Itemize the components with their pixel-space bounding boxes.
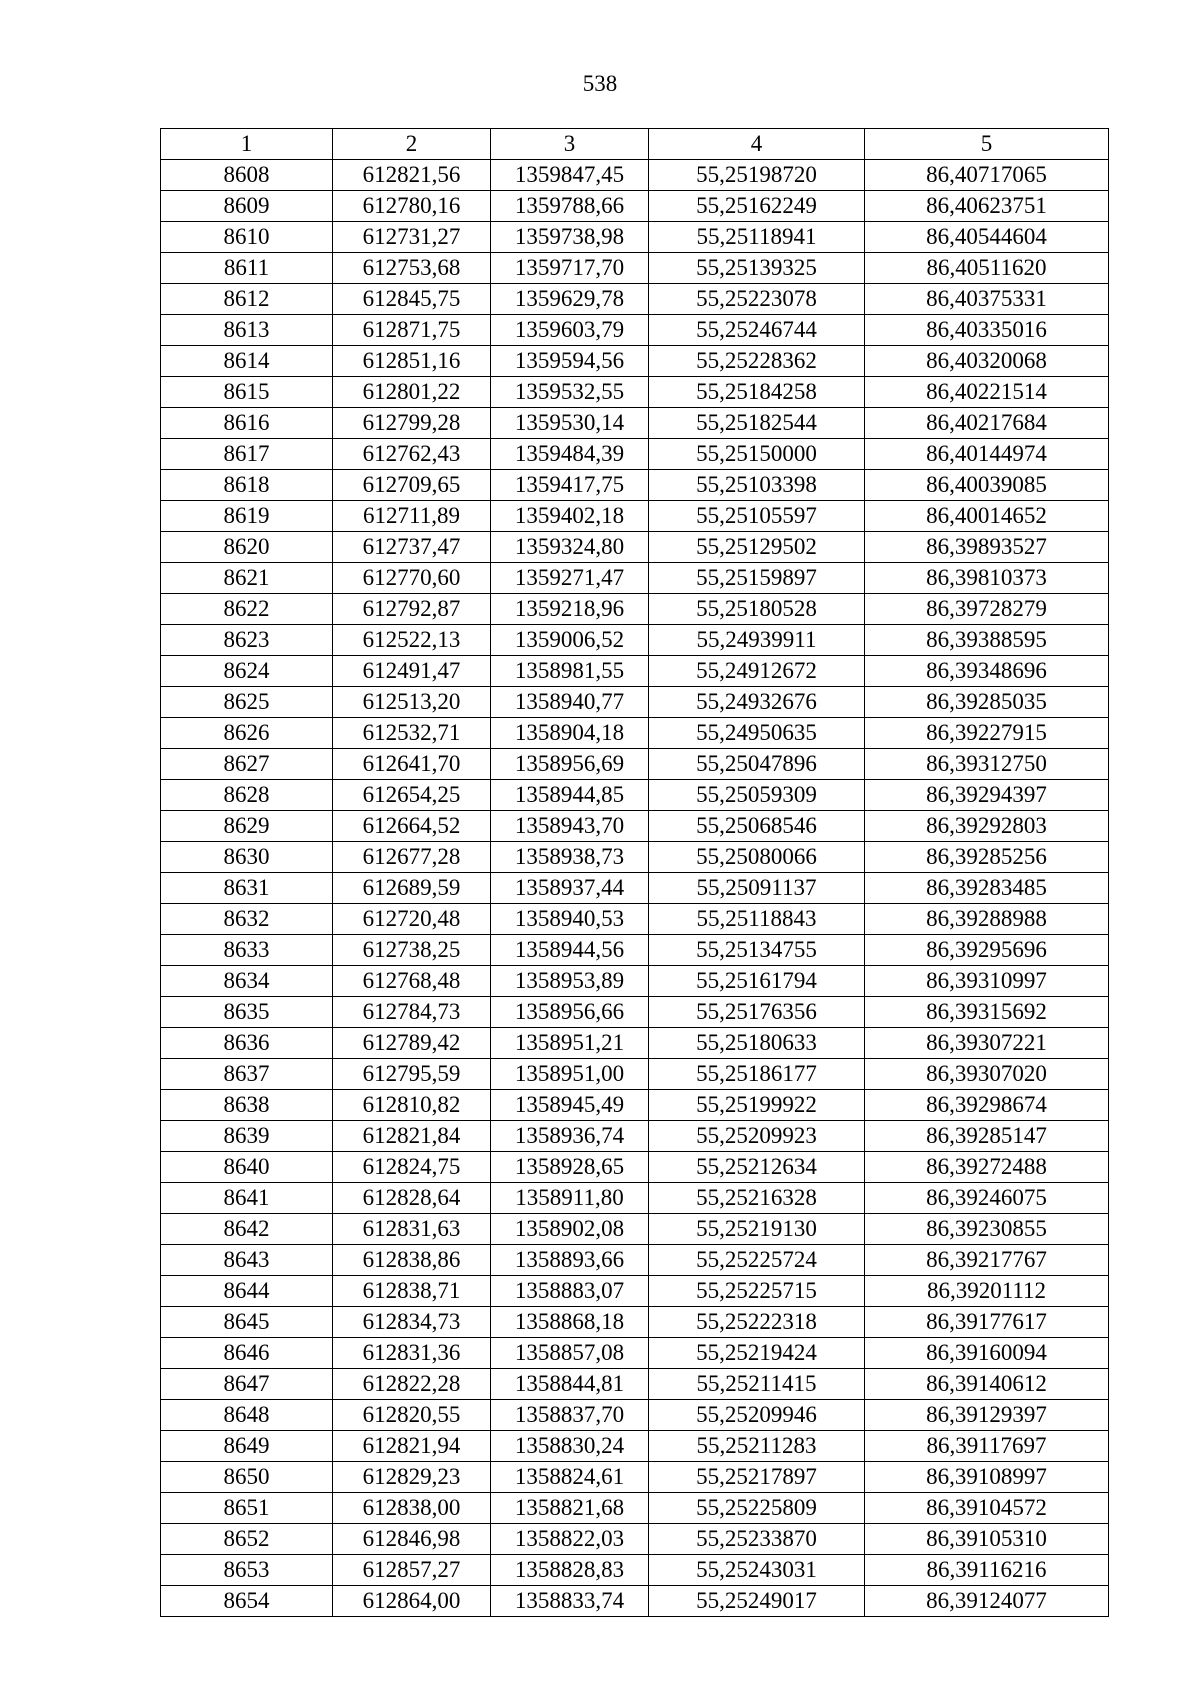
table-row	[161, 284, 1109, 315]
table-row	[161, 346, 1109, 377]
table-row	[161, 594, 1109, 625]
longitude-cell: 86,39160094	[865, 1338, 1109, 1369]
latitude-cell: 55,25225715	[649, 1276, 865, 1307]
point-number-cell: 8611	[161, 253, 333, 284]
longitude-cell: 86,40221514	[865, 377, 1109, 408]
y-coordinate-cell: 1359532,55	[491, 377, 649, 408]
table-row	[161, 1400, 1109, 1431]
table-row	[161, 1555, 1109, 1586]
longitude-cell: 86,39288988	[865, 904, 1109, 935]
latitude-cell: 55,25223078	[649, 284, 865, 315]
y-coordinate-cell: 1358936,74	[491, 1121, 649, 1152]
table-row	[161, 377, 1109, 408]
y-coordinate-cell: 1358824,61	[491, 1462, 649, 1493]
table-body	[161, 160, 1109, 1617]
latitude-cell: 55,25080066	[649, 842, 865, 873]
latitude-cell: 55,25118941	[649, 222, 865, 253]
y-coordinate-cell: 1359603,79	[491, 315, 649, 346]
x-coordinate-cell: 612768,48	[333, 966, 491, 997]
latitude-cell: 55,25217897	[649, 1462, 865, 1493]
column-header: 5	[865, 129, 1109, 160]
x-coordinate-cell: 612831,36	[333, 1338, 491, 1369]
x-coordinate-cell: 612738,25	[333, 935, 491, 966]
y-coordinate-cell: 1358868,18	[491, 1307, 649, 1338]
y-coordinate-cell: 1359271,47	[491, 563, 649, 594]
y-coordinate-cell: 1358943,70	[491, 811, 649, 842]
point-number-cell: 8617	[161, 439, 333, 470]
y-coordinate-cell: 1358828,83	[491, 1555, 649, 1586]
latitude-cell: 55,25249017	[649, 1586, 865, 1617]
table-row	[161, 563, 1109, 594]
y-coordinate-cell: 1358951,21	[491, 1028, 649, 1059]
x-coordinate-cell: 612822,28	[333, 1369, 491, 1400]
point-number-cell: 8615	[161, 377, 333, 408]
table-row	[161, 625, 1109, 656]
table-row	[161, 1431, 1109, 1462]
x-coordinate-cell: 612770,60	[333, 563, 491, 594]
latitude-cell: 55,25150000	[649, 439, 865, 470]
latitude-cell: 55,24950635	[649, 718, 865, 749]
longitude-cell: 86,39117697	[865, 1431, 1109, 1462]
table-row	[161, 1152, 1109, 1183]
x-coordinate-cell: 612762,43	[333, 439, 491, 470]
table-row	[161, 1090, 1109, 1121]
point-number-cell: 8630	[161, 842, 333, 873]
point-number-cell: 8620	[161, 532, 333, 563]
longitude-cell: 86,39295696	[865, 935, 1109, 966]
table-row	[161, 1245, 1109, 1276]
table-row	[161, 1183, 1109, 1214]
column-header: 2	[333, 129, 491, 160]
longitude-cell: 86,39105310	[865, 1524, 1109, 1555]
point-number-cell: 8631	[161, 873, 333, 904]
latitude-cell: 55,25212634	[649, 1152, 865, 1183]
x-coordinate-cell: 612689,59	[333, 873, 491, 904]
point-number-cell: 8612	[161, 284, 333, 315]
latitude-cell: 55,25225809	[649, 1493, 865, 1524]
point-number-cell: 8635	[161, 997, 333, 1028]
table-row	[161, 656, 1109, 687]
x-coordinate-cell: 612810,82	[333, 1090, 491, 1121]
point-number-cell: 8653	[161, 1555, 333, 1586]
latitude-cell: 55,25233870	[649, 1524, 865, 1555]
longitude-cell: 86,40320068	[865, 346, 1109, 377]
longitude-cell: 86,39283485	[865, 873, 1109, 904]
column-header: 4	[649, 129, 865, 160]
longitude-cell: 86,40039085	[865, 470, 1109, 501]
point-number-cell: 8643	[161, 1245, 333, 1276]
table-row	[161, 470, 1109, 501]
point-number-cell: 8622	[161, 594, 333, 625]
column-header: 1	[161, 129, 333, 160]
latitude-cell: 55,25176356	[649, 997, 865, 1028]
x-coordinate-cell: 612731,27	[333, 222, 491, 253]
longitude-cell: 86,40717065	[865, 160, 1109, 191]
x-coordinate-cell: 612845,75	[333, 284, 491, 315]
longitude-cell: 86,39298674	[865, 1090, 1109, 1121]
x-coordinate-cell: 612824,75	[333, 1152, 491, 1183]
table-row	[161, 1493, 1109, 1524]
x-coordinate-cell: 612532,71	[333, 718, 491, 749]
table-row	[161, 1121, 1109, 1152]
y-coordinate-cell: 1358940,77	[491, 687, 649, 718]
point-number-cell: 8609	[161, 191, 333, 222]
x-coordinate-cell: 612491,47	[333, 656, 491, 687]
x-coordinate-cell: 612871,75	[333, 315, 491, 346]
point-number-cell: 8618	[161, 470, 333, 501]
table-row	[161, 1586, 1109, 1617]
y-coordinate-cell: 1359594,56	[491, 346, 649, 377]
y-coordinate-cell: 1358928,65	[491, 1152, 649, 1183]
y-coordinate-cell: 1358953,89	[491, 966, 649, 997]
point-number-cell: 8608	[161, 160, 333, 191]
x-coordinate-cell: 612831,63	[333, 1214, 491, 1245]
latitude-cell: 55,25129502	[649, 532, 865, 563]
table-row	[161, 1462, 1109, 1493]
x-coordinate-cell: 612784,73	[333, 997, 491, 1028]
latitude-cell: 55,25228362	[649, 346, 865, 377]
longitude-cell: 86,39307020	[865, 1059, 1109, 1090]
latitude-cell: 55,25184258	[649, 377, 865, 408]
point-number-cell: 8626	[161, 718, 333, 749]
point-number-cell: 8624	[161, 656, 333, 687]
y-coordinate-cell: 1359717,70	[491, 253, 649, 284]
x-coordinate-cell: 612654,25	[333, 780, 491, 811]
point-number-cell: 8621	[161, 563, 333, 594]
longitude-cell: 86,39315692	[865, 997, 1109, 1028]
longitude-cell: 86,39272488	[865, 1152, 1109, 1183]
x-coordinate-cell: 612864,00	[333, 1586, 491, 1617]
latitude-cell: 55,25216328	[649, 1183, 865, 1214]
y-coordinate-cell: 1359417,75	[491, 470, 649, 501]
point-number-cell: 8640	[161, 1152, 333, 1183]
latitude-cell: 55,25180633	[649, 1028, 865, 1059]
longitude-cell: 86,39116216	[865, 1555, 1109, 1586]
latitude-cell: 55,25059309	[649, 780, 865, 811]
y-coordinate-cell: 1358844,81	[491, 1369, 649, 1400]
y-coordinate-cell: 1359847,45	[491, 160, 649, 191]
y-coordinate-cell: 1358822,03	[491, 1524, 649, 1555]
latitude-cell: 55,25243031	[649, 1555, 865, 1586]
table-row	[161, 997, 1109, 1028]
table-row	[161, 1307, 1109, 1338]
longitude-cell: 86,40144974	[865, 439, 1109, 470]
x-coordinate-cell: 612513,20	[333, 687, 491, 718]
x-coordinate-cell: 612795,59	[333, 1059, 491, 1090]
point-number-cell: 8619	[161, 501, 333, 532]
x-coordinate-cell: 612801,22	[333, 377, 491, 408]
point-number-cell: 8641	[161, 1183, 333, 1214]
table-row	[161, 315, 1109, 346]
latitude-cell: 55,25180528	[649, 594, 865, 625]
longitude-cell: 86,39217767	[865, 1245, 1109, 1276]
x-coordinate-cell: 612838,71	[333, 1276, 491, 1307]
x-coordinate-cell: 612522,13	[333, 625, 491, 656]
point-number-cell: 8638	[161, 1090, 333, 1121]
x-coordinate-cell: 612846,98	[333, 1524, 491, 1555]
table-row	[161, 1214, 1109, 1245]
y-coordinate-cell: 1358945,49	[491, 1090, 649, 1121]
latitude-cell: 55,25211415	[649, 1369, 865, 1400]
table-row	[161, 935, 1109, 966]
table-row	[161, 222, 1109, 253]
point-number-cell: 8648	[161, 1400, 333, 1431]
longitude-cell: 86,39227915	[865, 718, 1109, 749]
latitude-cell: 55,25139325	[649, 253, 865, 284]
x-coordinate-cell: 612664,52	[333, 811, 491, 842]
x-coordinate-cell: 612838,86	[333, 1245, 491, 1276]
longitude-cell: 86,40014652	[865, 501, 1109, 532]
x-coordinate-cell: 612753,68	[333, 253, 491, 284]
x-coordinate-cell: 612641,70	[333, 749, 491, 780]
table-row	[161, 253, 1109, 284]
x-coordinate-cell: 612851,16	[333, 346, 491, 377]
x-coordinate-cell: 612677,28	[333, 842, 491, 873]
y-coordinate-cell: 1359324,80	[491, 532, 649, 563]
longitude-cell: 86,39307221	[865, 1028, 1109, 1059]
x-coordinate-cell: 612834,73	[333, 1307, 491, 1338]
point-number-cell: 8636	[161, 1028, 333, 1059]
longitude-cell: 86,39312750	[865, 749, 1109, 780]
y-coordinate-cell: 1358883,07	[491, 1276, 649, 1307]
longitude-cell: 86,39129397	[865, 1400, 1109, 1431]
longitude-cell: 86,40217684	[865, 408, 1109, 439]
point-number-cell: 8644	[161, 1276, 333, 1307]
y-coordinate-cell: 1358944,85	[491, 780, 649, 811]
latitude-cell: 55,25103398	[649, 470, 865, 501]
x-coordinate-cell: 612821,84	[333, 1121, 491, 1152]
longitude-cell: 86,39246075	[865, 1183, 1109, 1214]
x-coordinate-cell: 612828,64	[333, 1183, 491, 1214]
point-number-cell: 8642	[161, 1214, 333, 1245]
longitude-cell: 86,39104572	[865, 1493, 1109, 1524]
longitude-cell: 86,39294397	[865, 780, 1109, 811]
longitude-cell: 86,40511620	[865, 253, 1109, 284]
point-number-cell: 8632	[161, 904, 333, 935]
latitude-cell: 55,25162249	[649, 191, 865, 222]
x-coordinate-cell: 612780,16	[333, 191, 491, 222]
longitude-cell: 86,39201112	[865, 1276, 1109, 1307]
latitude-cell: 55,25222318	[649, 1307, 865, 1338]
table-row	[161, 718, 1109, 749]
latitude-cell: 55,25161794	[649, 966, 865, 997]
longitude-cell: 86,39292803	[865, 811, 1109, 842]
point-number-cell: 8614	[161, 346, 333, 377]
latitude-cell: 55,25209946	[649, 1400, 865, 1431]
longitude-cell: 86,39108997	[865, 1462, 1109, 1493]
table-row	[161, 811, 1109, 842]
longitude-cell: 86,39810373	[865, 563, 1109, 594]
point-number-cell: 8633	[161, 935, 333, 966]
point-number-cell: 8625	[161, 687, 333, 718]
y-coordinate-cell: 1359629,78	[491, 284, 649, 315]
point-number-cell: 8629	[161, 811, 333, 842]
x-coordinate-cell: 612720,48	[333, 904, 491, 935]
longitude-cell: 86,39230855	[865, 1214, 1109, 1245]
x-coordinate-cell: 612821,56	[333, 160, 491, 191]
y-coordinate-cell: 1358944,56	[491, 935, 649, 966]
x-coordinate-cell: 612829,23	[333, 1462, 491, 1493]
y-coordinate-cell: 1358830,24	[491, 1431, 649, 1462]
longitude-cell: 86,39348696	[865, 656, 1109, 687]
latitude-cell: 55,24932676	[649, 687, 865, 718]
y-coordinate-cell: 1358833,74	[491, 1586, 649, 1617]
latitude-cell: 55,25219424	[649, 1338, 865, 1369]
point-number-cell: 8610	[161, 222, 333, 253]
point-number-cell: 8616	[161, 408, 333, 439]
longitude-cell: 86,39388595	[865, 625, 1109, 656]
y-coordinate-cell: 1359738,98	[491, 222, 649, 253]
x-coordinate-cell: 612737,47	[333, 532, 491, 563]
table-row	[161, 191, 1109, 222]
table-row	[161, 1059, 1109, 1090]
point-number-cell: 8654	[161, 1586, 333, 1617]
y-coordinate-cell: 1358956,66	[491, 997, 649, 1028]
y-coordinate-cell: 1358937,44	[491, 873, 649, 904]
point-number-cell: 8649	[161, 1431, 333, 1462]
y-coordinate-cell: 1358857,08	[491, 1338, 649, 1369]
table-row	[161, 1369, 1109, 1400]
point-number-cell: 8637	[161, 1059, 333, 1090]
y-coordinate-cell: 1359402,18	[491, 501, 649, 532]
longitude-cell: 86,39893527	[865, 532, 1109, 563]
y-coordinate-cell: 1358821,68	[491, 1493, 649, 1524]
y-coordinate-cell: 1359218,96	[491, 594, 649, 625]
latitude-cell: 55,25159897	[649, 563, 865, 594]
x-coordinate-cell: 612820,55	[333, 1400, 491, 1431]
table-row	[161, 1524, 1109, 1555]
table-row	[161, 501, 1109, 532]
longitude-cell: 86,39124077	[865, 1586, 1109, 1617]
latitude-cell: 55,25047896	[649, 749, 865, 780]
longitude-cell: 86,39140612	[865, 1369, 1109, 1400]
table-row	[161, 687, 1109, 718]
y-coordinate-cell: 1359484,39	[491, 439, 649, 470]
point-number-cell: 8646	[161, 1338, 333, 1369]
page-number: 538	[582, 71, 618, 96]
y-coordinate-cell: 1358940,53	[491, 904, 649, 935]
longitude-cell: 86,40375331	[865, 284, 1109, 315]
latitude-cell: 55,25211283	[649, 1431, 865, 1462]
table-row	[161, 160, 1109, 191]
longitude-cell: 86,39285147	[865, 1121, 1109, 1152]
latitude-cell: 55,25182544	[649, 408, 865, 439]
latitude-cell: 55,25134755	[649, 935, 865, 966]
y-coordinate-cell: 1359788,66	[491, 191, 649, 222]
longitude-cell: 86,40335016	[865, 315, 1109, 346]
header-row	[161, 129, 1109, 160]
y-coordinate-cell: 1359006,52	[491, 625, 649, 656]
column-header: 3	[491, 129, 649, 160]
latitude-cell: 55,25091137	[649, 873, 865, 904]
point-number-cell: 8645	[161, 1307, 333, 1338]
latitude-cell: 55,25186177	[649, 1059, 865, 1090]
coordinates-table	[160, 128, 1109, 1617]
y-coordinate-cell: 1358938,73	[491, 842, 649, 873]
x-coordinate-cell: 612838,00	[333, 1493, 491, 1524]
latitude-cell: 55,25219130	[649, 1214, 865, 1245]
point-number-cell: 8652	[161, 1524, 333, 1555]
longitude-cell: 86,39728279	[865, 594, 1109, 625]
table-row	[161, 1338, 1109, 1369]
table-row	[161, 749, 1109, 780]
table-row	[161, 780, 1109, 811]
latitude-cell: 55,25225724	[649, 1245, 865, 1276]
point-number-cell: 8639	[161, 1121, 333, 1152]
y-coordinate-cell: 1358902,08	[491, 1214, 649, 1245]
point-number-cell: 8613	[161, 315, 333, 346]
table-row	[161, 873, 1109, 904]
table-row	[161, 439, 1109, 470]
table-header	[161, 129, 1109, 160]
table-row	[161, 408, 1109, 439]
x-coordinate-cell: 612709,65	[333, 470, 491, 501]
point-number-cell: 8628	[161, 780, 333, 811]
x-coordinate-cell: 612789,42	[333, 1028, 491, 1059]
x-coordinate-cell: 612792,87	[333, 594, 491, 625]
latitude-cell: 55,24939911	[649, 625, 865, 656]
latitude-cell: 55,25198720	[649, 160, 865, 191]
x-coordinate-cell: 612711,89	[333, 501, 491, 532]
latitude-cell: 55,25246744	[649, 315, 865, 346]
table-row	[161, 1028, 1109, 1059]
latitude-cell: 55,25118843	[649, 904, 865, 935]
y-coordinate-cell: 1358904,18	[491, 718, 649, 749]
table-row	[161, 532, 1109, 563]
point-number-cell: 8651	[161, 1493, 333, 1524]
longitude-cell: 86,39285256	[865, 842, 1109, 873]
table-row	[161, 966, 1109, 997]
longitude-cell: 86,39310997	[865, 966, 1109, 997]
table-row	[161, 1276, 1109, 1307]
y-coordinate-cell: 1358893,66	[491, 1245, 649, 1276]
latitude-cell: 55,25068546	[649, 811, 865, 842]
y-coordinate-cell: 1358981,55	[491, 656, 649, 687]
latitude-cell: 55,25209923	[649, 1121, 865, 1152]
latitude-cell: 55,25105597	[649, 501, 865, 532]
longitude-cell: 86,40544604	[865, 222, 1109, 253]
point-number-cell: 8627	[161, 749, 333, 780]
point-number-cell: 8647	[161, 1369, 333, 1400]
y-coordinate-cell: 1358951,00	[491, 1059, 649, 1090]
point-number-cell: 8650	[161, 1462, 333, 1493]
y-coordinate-cell: 1358837,70	[491, 1400, 649, 1431]
x-coordinate-cell: 612821,94	[333, 1431, 491, 1462]
point-number-cell: 8623	[161, 625, 333, 656]
longitude-cell: 86,40623751	[865, 191, 1109, 222]
y-coordinate-cell: 1358911,80	[491, 1183, 649, 1214]
table-row	[161, 842, 1109, 873]
latitude-cell: 55,25199922	[649, 1090, 865, 1121]
x-coordinate-cell: 612857,27	[333, 1555, 491, 1586]
table-row	[161, 904, 1109, 935]
point-number-cell: 8634	[161, 966, 333, 997]
longitude-cell: 86,39285035	[865, 687, 1109, 718]
y-coordinate-cell: 1359530,14	[491, 408, 649, 439]
x-coordinate-cell: 612799,28	[333, 408, 491, 439]
y-coordinate-cell: 1358956,69	[491, 749, 649, 780]
latitude-cell: 55,24912672	[649, 656, 865, 687]
longitude-cell: 86,39177617	[865, 1307, 1109, 1338]
